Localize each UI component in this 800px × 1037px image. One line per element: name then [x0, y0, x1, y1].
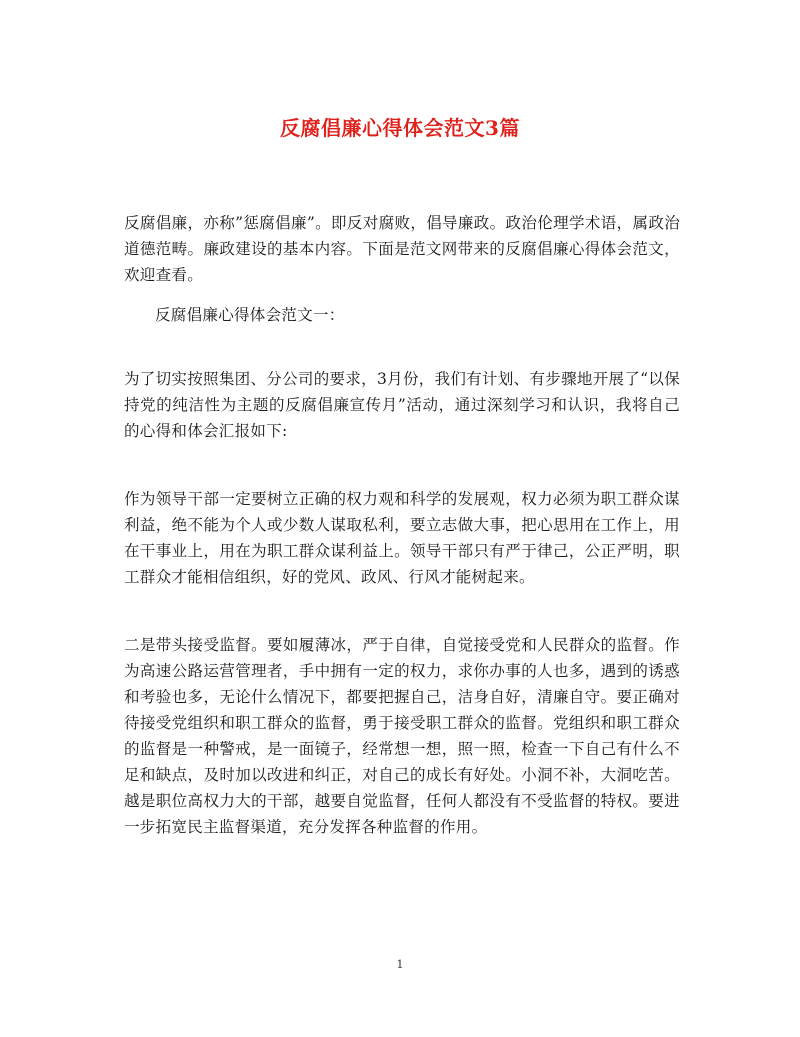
page-number: 1: [396, 958, 404, 971]
paragraph-1: 为了切实按照集团、分公司的要求，3月份，我们有计划、有步骤地开展了“以保持党的纯洁性为主题的反腐倡廉宣传月”活动，通过深刻学习和认识，我将自己的心得和体会汇报如下:: [124, 370, 680, 440]
document-title: 反腐倡廉心得体会范文3篇: [280, 116, 520, 140]
intro-paragraph: 反腐倡廉，亦称”惩腐倡廉”。即反对腐败，倡导廉政。政治伦理学术语，属政治道德范畴。廉政建设的基本内容。下面是范文网带来的反腐倡廉心得体会范文，欢迎查看。: [124, 214, 680, 284]
paragraph-2: 作为领导干部一定要树立正确的权力观和科学的发展观，权力必须为职工群众谋利益，绝不能为个人或少数人谋取私利，要立志做大事，把心思用在工作上，用在干事业上，用在为职工群众谋利益上。领导干部只有严于律己，公正严明，职工群众才能相信组织，好的党风、政风、行风才能树起来。: [124, 490, 680, 586]
section-heading-1: 反腐倡廉心得体会范文一：: [155, 306, 345, 324]
paragraph-3: 二是带头接受监督。要如履薄冰，严于自律，自觉接受党和人民群众的监督。作为高速公路运营管理者，手中拥有一定的权力，求你办事的人也多，遇到的诱惑和考验也多，无论什么情况下，都要把握自己，洁身自好，清廉自守。要正确对待接受党组织和职工群众的监督，勇于接受职工群众的监督。党组织和职工群众的监督是一种警戒，是一面镜子，经常想一想，照一照，检查一下自己有什么不足和缺点，及时加以改进和纠正，对自己的成长有好处。小洞不补，大洞吃苦。越是职位高权力大的干部，越要自觉监督，任何人都没有不受监督的特权。要进一步拓宽民主监督渠道，充分发挥各种监督的作用。: [124, 636, 680, 836]
